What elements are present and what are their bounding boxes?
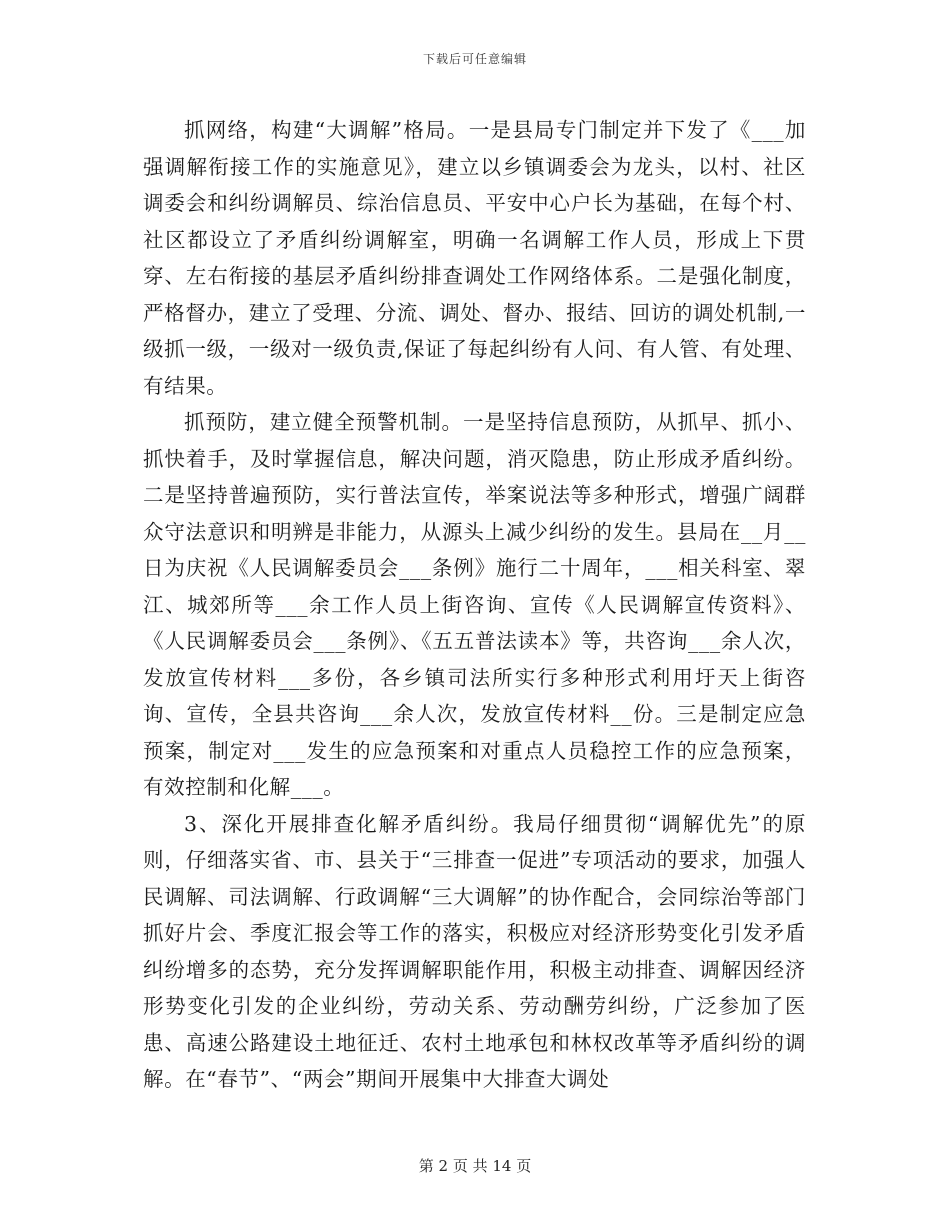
page-number-footer: 第 2 页 共 14 页: [418, 1157, 532, 1175]
page-header-note: 下载后可任意编辑: [422, 52, 527, 66]
paragraph-network: 抓网络，构建“大调解”格局。一是县局专门制定并下发了《___加强调解衔接工作的实施意见》，建立以乡镇调委会为龙头，以村、社区调委会和纠纷调解员、综治信息员、平安中心户长为基础，在每个村、社区都设立了矛盾纠纷调解室，明确一名调解工作人员，形成上下贯穿、左右衔接的基层矛盾纠纷排查调处工作网络体系。二是强化制度，严格督办，建立了受理、分流、调处、督办、报结、回访的调处机制,一级抓一级，一级对一级负责,保证了每起纠纷有人问、有人管、有处理、有结果。: [143, 118, 806, 398]
paragraph-investigation: 3、深化开展排查化解矛盾纠纷。我局仔细贯彻“调解优先”的原则，仔细落实省、市、县关于“三排查一促进”专项活动的要求，加强人民调解、司法调解、行政调解“三大调解”的协作配合，会同综治等部门抓好片会、季度汇报会等工作的落实，积极应对经济形势变化引发矛盾纠纷增多的态势，充分发挥调解职能作用，积极主动排查、调解因经济形势变化引发的企业纠纷，劳动关系、劳动酬劳纠纷，广泛参加了医患、高速公路建设土地征迁、农村土地承包和林权改革等矛盾纠纷的调解。在“春节”、“两会”期间开展集中大排查大调处: [143, 811, 806, 1091]
document-body: [143, 112, 806, 1098]
paragraph-prevention: 抓预防，建立健全预警机制。一是坚持信息预防，从抓早、抓小、抓快着手，及时掌握信息，解决问题，消灭隐患，防止形成矛盾纠纷。二是坚持普遍预防，实行普法宣传，举案说法等多种形式，增强广阔群众守法意识和明辨是非能力，从源头上减少纠纷的发生。县局在__月__日为庆祝《人民调解委员会___条例》施行二十周年，___相关科室、翠江、城郊所等___余工作人员上街咨询、宣传《人民调解宣传资料》、《人民调解委员会___条例》、《五五普法读本》等，共咨询___余人次，发放宣传材料___多份，各乡镇司法所实行多种形式利用圩天上街咨询、宣传，全县共咨询___余人次，发放宣传材料__份。三是制定应急预案，制定对___发生的应急预案和对重点人员稳控工作的应急预案，有效控制和化解___。: [143, 410, 806, 799]
